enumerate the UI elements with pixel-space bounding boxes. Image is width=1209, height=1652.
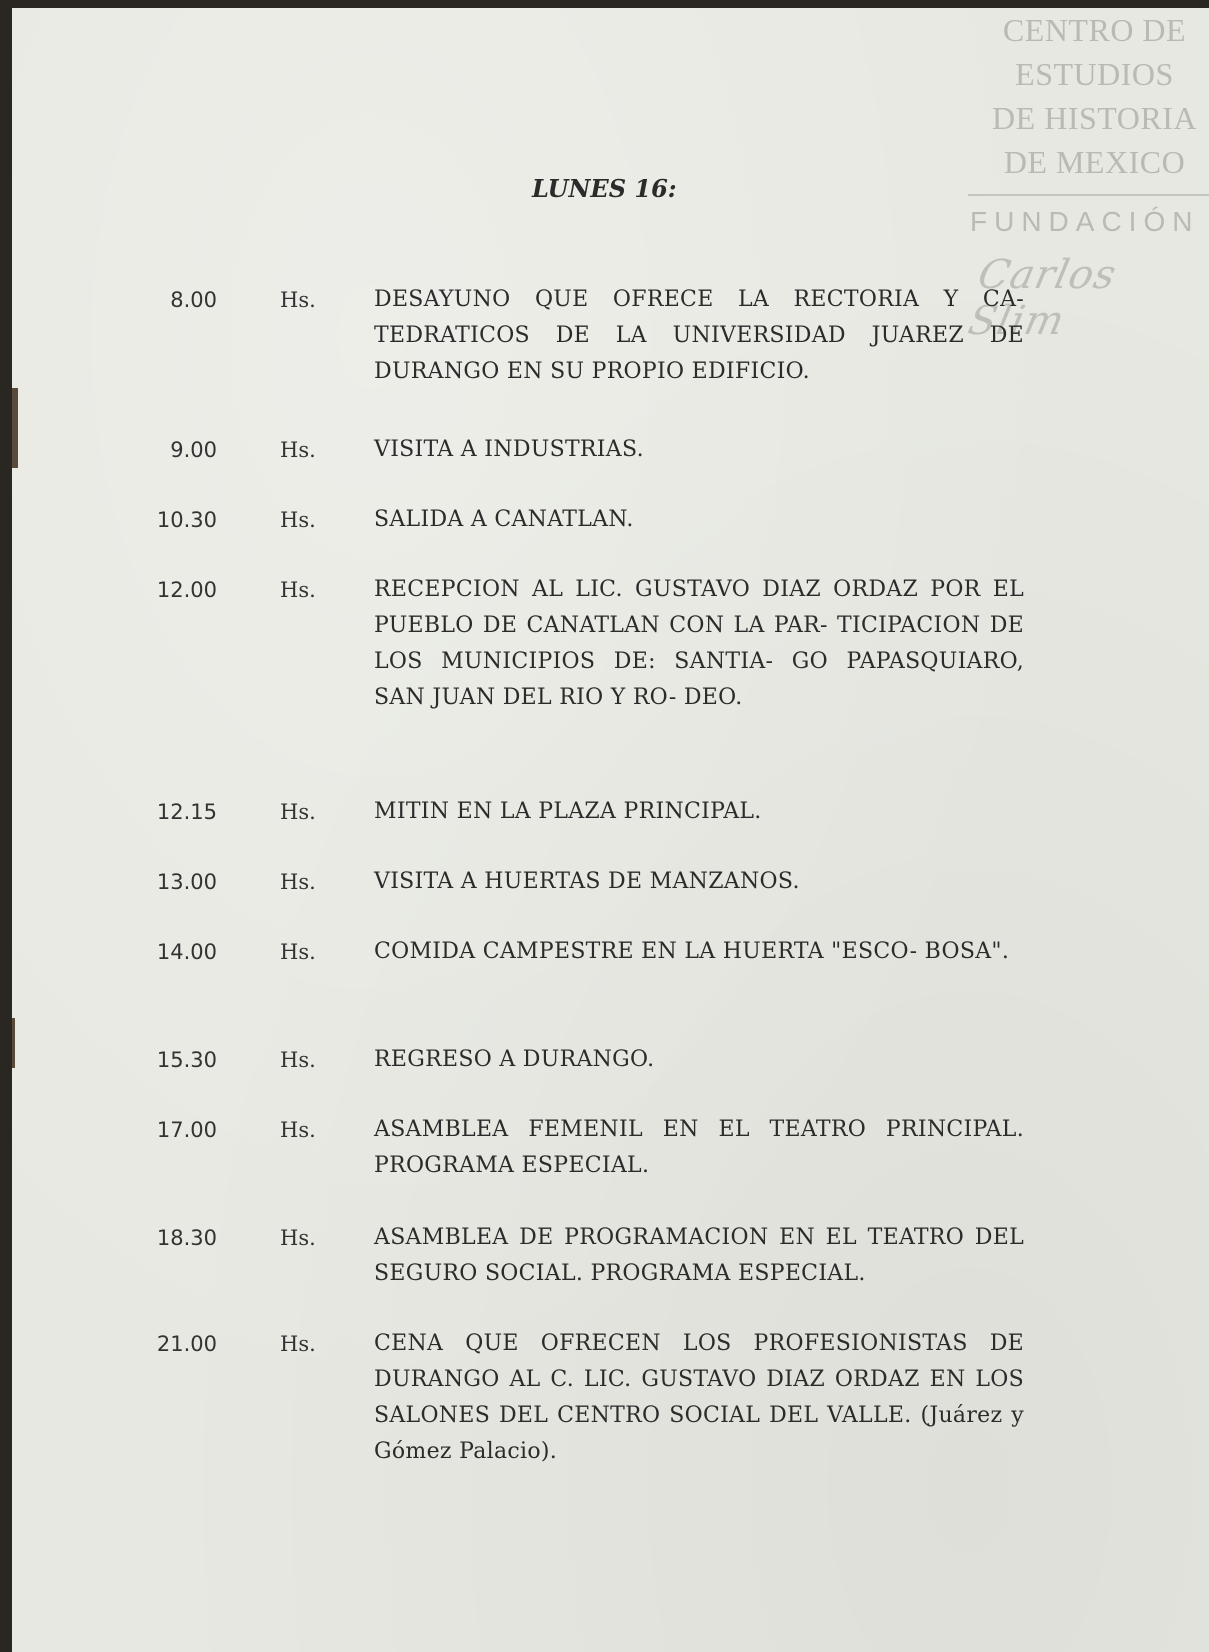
schedule-description: RECEPCION AL LIC. GUSTAVO DIAZ ORDAZ POR EL PUEBLO DE CANATLAN CON LA PAR- TICIPACION DE LOS MUNICIPIOS DE: SANTIA- GO PAPASQUIARO, SAN JUAN DEL RIO Y RO- DEO. <box>374 577 1024 710</box>
watermark-signature: Carlos Slim <box>964 252 1121 344</box>
document-page <box>12 8 1209 1652</box>
schedule-description: CENA QUE OFRECEN LOS PROFESIONISTAS DE DURANGO AL C. LIC. GUSTAVO DIAZ ORDAZ EN LOS SALONES DEL CENTRO SOCIAL DEL VALLE. (Juárez y Gómez Palacio). <box>374 1331 1024 1464</box>
schedule-description: VISITA A INDUSTRIAS. <box>374 437 644 462</box>
schedule-description: REGRESO A DURANGO. <box>374 1047 655 1072</box>
watermark-line: ESTUDIOS <box>1015 56 1174 92</box>
schedule-description: SALIDA A CANATLAN. <box>374 507 634 532</box>
schedule-time: 12.00 <box>156 578 217 602</box>
schedule-unit: Hs. <box>280 1332 316 1356</box>
watermark-fundacion: FUNDACIÓN <box>970 206 1200 237</box>
schedule-time: 8.00 <box>170 288 217 312</box>
schedule-time: 18.30 <box>156 1226 217 1250</box>
schedule-time: 9.00 <box>170 438 217 462</box>
schedule-unit: Hs. <box>280 1118 316 1142</box>
schedule-unit: Hs. <box>280 438 316 462</box>
schedule-unit: Hs. <box>280 1226 316 1250</box>
watermark-line: DE HISTORIA <box>992 100 1197 136</box>
schedule-description: DESAYUNO QUE OFRECE LA RECTORIA Y CA- TEDRATICOS DE LA UNIVERSIDAD JUAREZ DE DURANGO EN SU PROPIO EDIFICIO. <box>374 287 1024 384</box>
archive-watermark <box>968 8 1209 184</box>
schedule-time: 14.00 <box>156 940 217 964</box>
day-heading: LUNES 16: <box>532 174 677 203</box>
schedule-unit: Hs. <box>280 288 316 312</box>
schedule-time: 17.00 <box>156 1118 217 1142</box>
schedule-unit: Hs. <box>280 578 316 602</box>
schedule-unit: Hs. <box>280 1048 316 1072</box>
schedule-description: ASAMBLEA DE PROGRAMACION EN EL TEATRO DEL SEGURO SOCIAL. PROGRAMA ESPECIAL. <box>374 1225 1024 1286</box>
schedule-time: 15.30 <box>156 1048 217 1072</box>
schedule-description: MITIN EN LA PLAZA PRINCIPAL. <box>374 799 762 824</box>
schedule-description: ASAMBLEA FEMENIL EN EL TEATRO PRINCIPAL. PROGRAMA ESPECIAL. <box>374 1117 1024 1178</box>
schedule-unit: Hs. <box>280 800 316 824</box>
schedule-unit: Hs. <box>280 508 316 532</box>
watermark-line: CENTRO DE <box>1002 12 1187 48</box>
schedule-time: 10.30 <box>156 508 217 532</box>
watermark-line: DE MEXICO <box>1003 144 1186 180</box>
schedule-description: VISITA A HUERTAS DE MANZANOS. <box>374 869 800 894</box>
schedule-description: COMIDA CAMPESTRE EN LA HUERTA "ESCO- BOSA". <box>374 939 1010 964</box>
schedule-unit: Hs. <box>280 940 316 964</box>
schedule-time: 12.15 <box>156 800 217 824</box>
schedule-time: 21.00 <box>156 1332 217 1356</box>
schedule-unit: Hs. <box>280 870 316 894</box>
watermark-divider <box>968 194 1209 196</box>
schedule-time: 13.00 <box>156 870 217 894</box>
